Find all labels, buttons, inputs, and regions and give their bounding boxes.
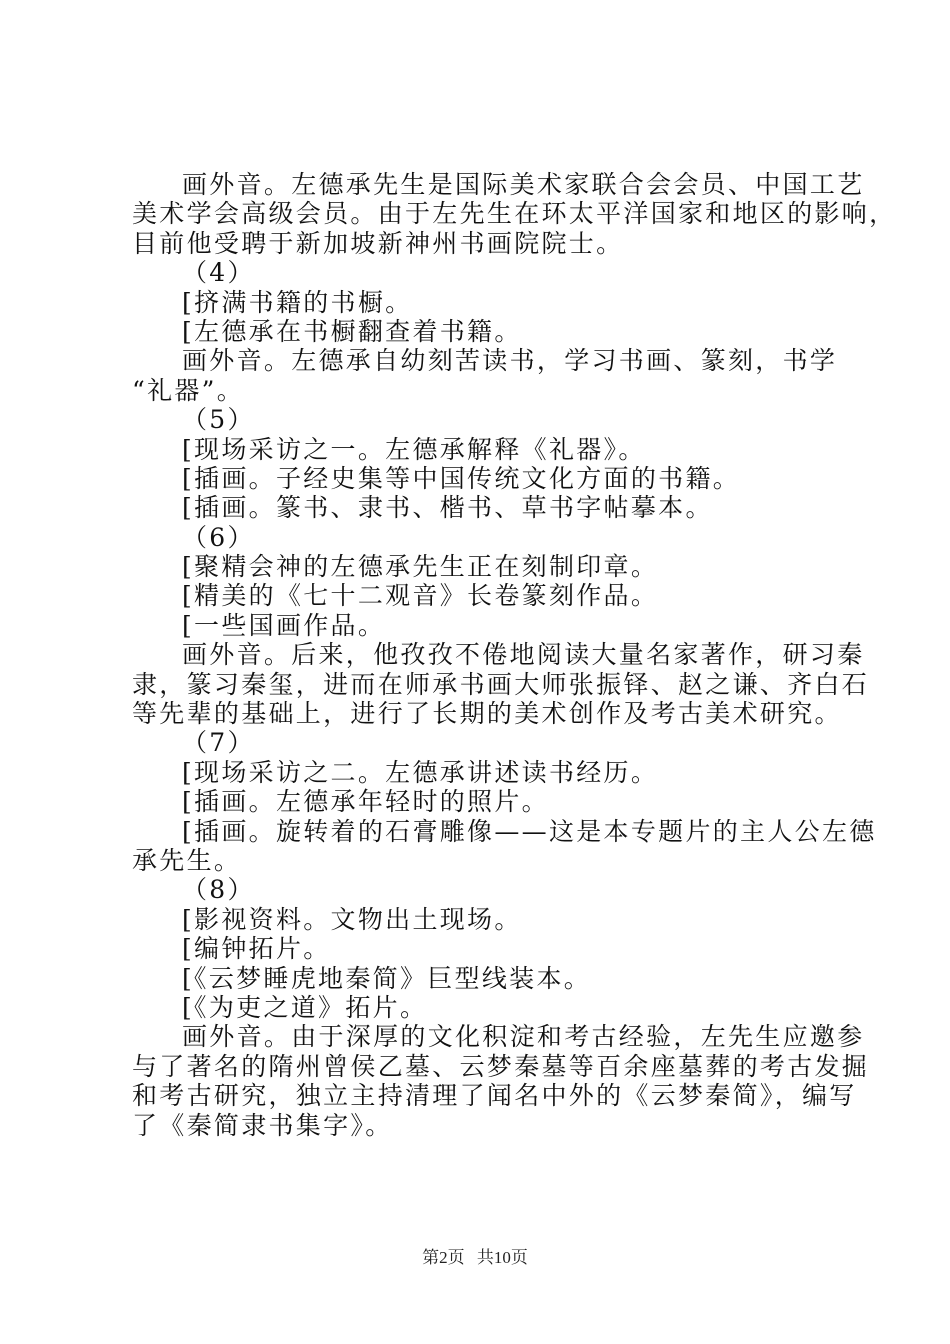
text-line: 美术学会高级会员。由于左先生在环太平洋国家和地区的影响， — [132, 199, 897, 229]
scene-note: [左德承在书橱翻查着书籍。 — [182, 316, 522, 346]
section-number: （8） — [182, 875, 255, 905]
scene-note: [现场采访之二。左德承讲述读书经历。 — [182, 757, 659, 787]
text-line: 承先生。 — [132, 845, 242, 875]
page-footer — [0, 1243, 950, 1268]
scene-note: [《为吏之道》拓片。 — [182, 992, 428, 1022]
text-line: 与了著名的隋州曾侯乙墓、云梦秦墓等百余座墓葬的考古发掘 — [132, 1051, 870, 1081]
text-line: 等先辈的基础上，进行了长期的美术创作及考古美术研究。 — [132, 699, 842, 729]
scene-note: [插画。子经史集等中国传统文化方面的书籍。 — [182, 463, 741, 493]
scene-note: [插画。篆书、隶书、楷书、草书字帖摹本。 — [182, 493, 713, 523]
text-line: “礼器”。 — [132, 375, 245, 405]
page-number: 第2页 — [422, 1248, 465, 1267]
scene-note: [插画。左德承年轻时的照片。 — [182, 787, 549, 817]
scene-note: [一些国画作品。 — [182, 610, 386, 640]
scene-note: [插画。旋转着的石膏雕像——这是本专题片的主人公左德 — [182, 816, 877, 846]
section-number: （6） — [182, 522, 255, 552]
text-line: 画外音。由于深厚的文化积淀和考古经验，左先生应邀参 — [182, 1022, 865, 1052]
scene-note: [挤满书籍的书橱。 — [182, 287, 413, 317]
scene-note: [精美的《七十二观音》长卷篆刻作品。 — [182, 581, 659, 611]
text-line: 画外音。后来，他孜孜不倦地阅读大量名家著作，研习秦 — [182, 640, 865, 670]
scene-note: [编钟拓片。 — [182, 934, 331, 964]
scene-note: [聚精会神的左德承先生正在刻制印章。 — [182, 552, 659, 582]
scene-note: [影视资料。文物出土现场。 — [182, 904, 522, 934]
text-line: 画外音。左德承自幼刻苦读书，学习书画、篆刻，书学 — [182, 346, 838, 376]
text-line: 隶，篆习秦玺，进而在师承书画大师张振铎、赵之谦、齐白石 — [132, 669, 870, 699]
section-number: （5） — [182, 405, 255, 435]
text-line: 了《秦简隶书集字》。 — [132, 1110, 393, 1140]
text-line: 和考古研究，独立主持清理了闻名中外的《云梦秦简》，编写 — [132, 1081, 857, 1111]
section-number: （7） — [182, 728, 255, 758]
scene-note: [现场采访之一。左德承解释《礼器》。 — [182, 434, 646, 464]
section-number: （4） — [182, 258, 255, 288]
text-line: 画外音。左德承先生是国际美术家联合会会员、中国工艺 — [182, 170, 865, 199]
scene-note: [《云梦睡虎地秦简》巨型线装本。 — [182, 963, 592, 993]
page-total: 共10页 — [476, 1248, 528, 1267]
text-line: 目前他受聘于新加坡新神州书画院院士。 — [132, 228, 624, 258]
document-body — [132, 170, 897, 1140]
